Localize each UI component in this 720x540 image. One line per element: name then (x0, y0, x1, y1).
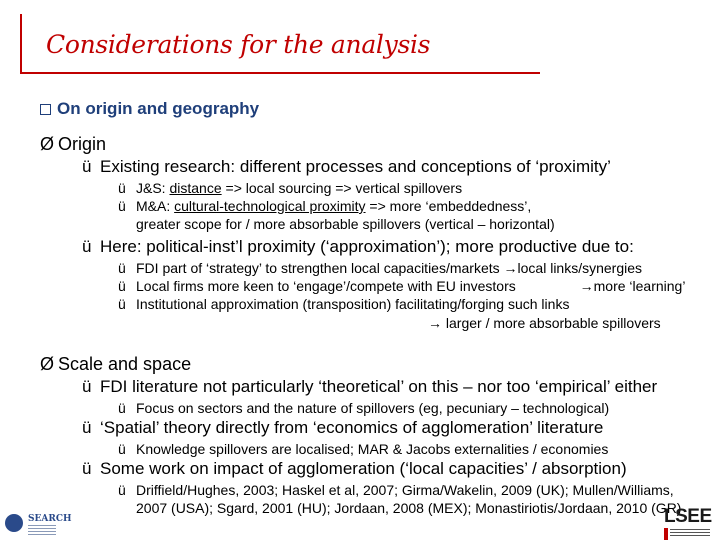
search-logo-subtitle-lines (28, 525, 56, 535)
focus-item: ü Focus on sectors and the nature of spillovers (eg, pecuniary – technological) (118, 400, 610, 416)
check-bullet-icon: ü (118, 260, 126, 276)
institutional-result: → larger / more absorbable spillovers (428, 315, 661, 331)
scale-item: Ø Scale and space (40, 354, 192, 374)
lsee-red-bar (664, 528, 668, 540)
right-arrow-icon: → (503, 260, 518, 276)
check-bullet-icon: ü (82, 418, 92, 437)
fdi-part-item: ü FDI part of ‘strategy’ to strengthen local capacities/markets →local links/synergies (118, 260, 643, 276)
checkbox-bullet-icon (40, 104, 51, 115)
right-arrow-icon: → (579, 278, 594, 294)
here-item: ü Here: political-inst’l proximity (‘approximation’); more productive due to: (82, 237, 634, 256)
check-bullet-icon: ü (118, 400, 126, 416)
references-continuation: 2007 (USA); Sgard, 2001 (HU); Jordaan, 2008 (MEX); Monastiriotis/Jordaan, 2010 (GR) (136, 500, 682, 516)
arrowhead-bullet-icon: Ø (40, 134, 55, 154)
knowledge-item: ü Knowledge spillovers are localised; MAR & Jacobs externalities / economies (118, 441, 609, 457)
check-bullet-icon: ü (82, 459, 92, 478)
section-heading: On origin and geography (40, 99, 259, 119)
check-bullet-icon: ü (118, 441, 126, 457)
lsee-logo: LSEE (664, 506, 718, 540)
title-rule-horizontal (20, 72, 540, 74)
check-bullet-icon: ü (118, 278, 126, 294)
slide-title: Considerations for the analysis (46, 30, 431, 59)
lsee-logo-subtitle-lines (670, 529, 710, 538)
spatial-theory-item: ü ‘Spatial’ theory directly from ‘economics of agglomeration’ literature (82, 418, 604, 437)
title-rule-vertical (20, 14, 22, 74)
check-bullet-icon: ü (118, 296, 126, 312)
some-work-item: ü Some work on impact of agglomeration (‘local capacities’ / absorption) (82, 459, 627, 478)
check-bullet-icon: ü (82, 377, 92, 396)
check-bullet-icon: ü (82, 157, 92, 176)
check-bullet-icon: ü (118, 198, 126, 214)
local-firms-item: ü Local firms more keen to ‘engage’/compete with EU investors →more ‘learning’ (118, 278, 686, 294)
ma-item-continuation: greater scope for / more absorbable spillovers (vertical – horizontal) (136, 216, 555, 232)
check-bullet-icon: ü (118, 482, 126, 498)
references-item: ü Driffield/Hughes, 2003; Haskel et al, 2007; Girma/Wakelin, 2009 (UK); Mullen/Williams, (118, 482, 674, 498)
globe-icon (5, 514, 23, 532)
ma-item: ü M&A: cultural-technological proximity => more ‘embeddedness’, (118, 198, 532, 214)
fdi-literature-item: ü FDI literature not particularly ‘theoretical’ on this – nor too ‘empirical’ either (82, 377, 658, 396)
search-logo: SEARCH (2, 506, 62, 540)
existing-research-item: ü Existing research: different processes and conceptions of ‘proximity’ (82, 157, 611, 176)
arrowhead-bullet-icon: Ø (40, 354, 55, 374)
right-arrow-icon: → (428, 315, 442, 331)
js-item: ü J&S: distance => local sourcing => vertical spillovers (118, 180, 463, 196)
institutional-item: ü Institutional approximation (transposition) facilitating/forging such links (118, 296, 570, 312)
check-bullet-icon: ü (82, 237, 92, 256)
check-bullet-icon: ü (118, 180, 126, 196)
origin-item: Ø Origin (40, 134, 107, 154)
